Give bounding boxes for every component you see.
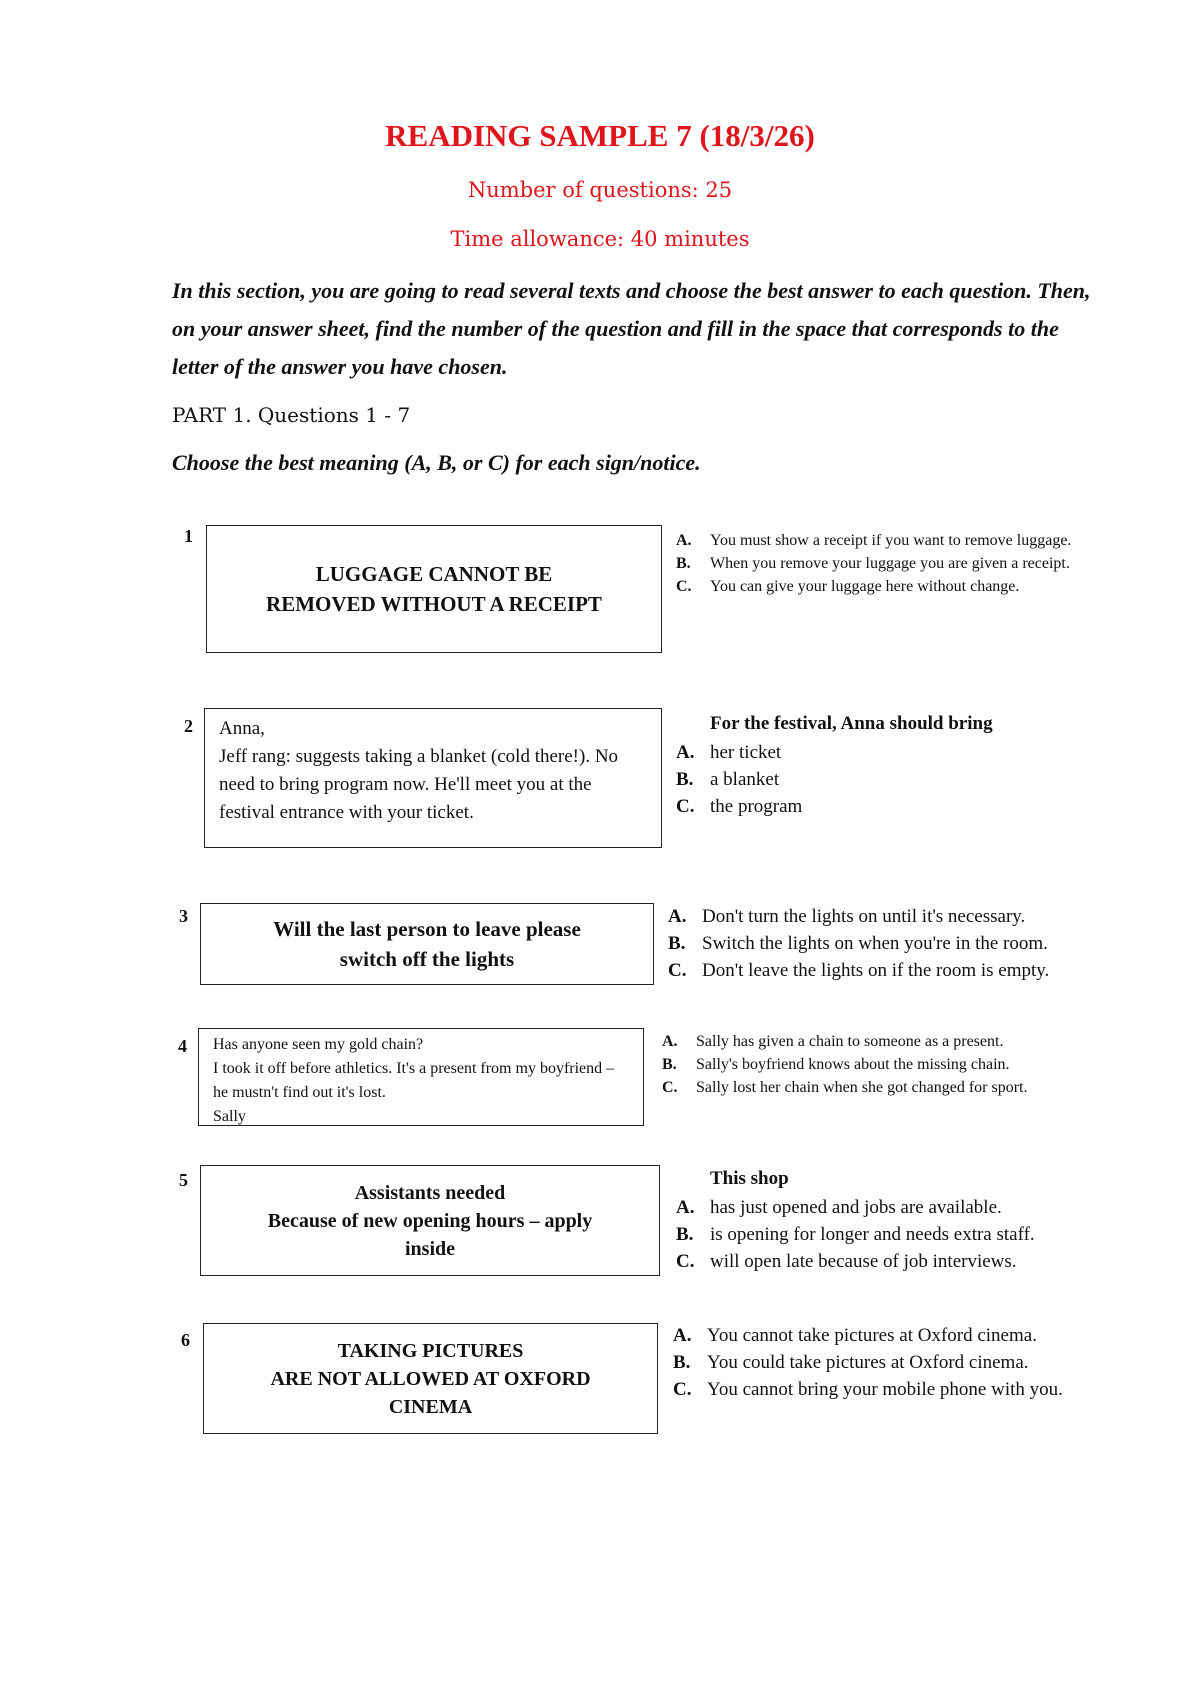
answer-options xyxy=(673,1322,1073,1403)
notice-line: Assistants needed xyxy=(354,1181,506,1204)
option-b[interactable]: B. Sally's boyfriend knows about the missing chain. xyxy=(662,1056,1010,1073)
question-count: Number of questions: 25 xyxy=(467,178,733,202)
option-c[interactable]: C. the program xyxy=(676,796,803,817)
option-b[interactable]: B. is opening for longer and needs extra staff. xyxy=(676,1224,1035,1245)
notice-line: Anna, xyxy=(219,718,265,739)
notice-line: TAKING PICTURES xyxy=(337,1339,524,1362)
question-number: 6 xyxy=(181,1330,190,1350)
notice-line: Will the last person to leave please xyxy=(273,917,581,941)
question-number: 4 xyxy=(178,1036,187,1056)
option-a[interactable]: A. has just opened and jobs are available. xyxy=(676,1197,1002,1218)
notice-line: Has anyone seen my gold chain? xyxy=(213,1036,424,1053)
option-a[interactable]: A. Sally has given a chain to someone as a present. xyxy=(662,1033,1004,1050)
notice-line: inside xyxy=(404,1237,456,1260)
notice-line: REMOVED WITHOUT A RECEIPT xyxy=(266,592,602,616)
answer-options xyxy=(668,903,1088,984)
notice-line: Because of new opening hours – apply xyxy=(267,1209,593,1232)
question-number: 3 xyxy=(179,906,188,926)
option-c[interactable]: C. Sally lost her chain when she got changed for sport. xyxy=(662,1079,1028,1096)
option-b[interactable]: B. When you remove your luggage you are given a receipt. xyxy=(676,555,1070,572)
option-c[interactable]: C. Don't leave the lights on if the room is empty. xyxy=(668,960,1050,981)
option-c[interactable]: C. You can give your luggage here without change. xyxy=(676,578,1020,595)
option-b[interactable]: B. Switch the lights on when you're in the room. xyxy=(668,933,1048,954)
notice-box xyxy=(203,1323,658,1434)
option-a[interactable]: A. You must show a receipt if you want to remove luggage. xyxy=(676,532,1072,549)
option-b[interactable]: B. You could take pictures at Oxford cinema. xyxy=(673,1352,1029,1373)
page-title: READING SAMPLE 7 (18/3/26) xyxy=(385,118,815,153)
option-a[interactable]: A. her ticket xyxy=(676,742,782,763)
notice-box xyxy=(204,708,662,848)
notice-line: LUGGAGE CANNOT BE xyxy=(315,562,553,586)
option-a[interactable]: A. Don't turn the lights on until it's necessary. xyxy=(668,906,1026,927)
answer-options xyxy=(676,529,1076,598)
option-c[interactable]: C. You cannot bring your mobile phone with you. xyxy=(673,1379,1063,1400)
instructions: In this section, you are going to read several texts and choose the best answer to each question. Then, on your answer sheet, find the number of the question and fill in the space that corresponds to the letter of the answer you have chosen. xyxy=(172,278,1091,379)
question-number: 2 xyxy=(184,716,193,736)
answer-options xyxy=(662,1030,1092,1099)
time-allowance: Time allowance: 40 minutes xyxy=(450,227,750,251)
notice-line: CINEMA xyxy=(388,1395,473,1418)
notice-line: switch off the lights xyxy=(339,947,515,971)
answer-options xyxy=(676,1165,1096,1275)
notice-line: ARE NOT ALLOWED AT OXFORD xyxy=(270,1367,591,1390)
notice-box xyxy=(200,903,654,985)
answer-options xyxy=(676,710,1076,820)
part-direction: Choose the best meaning (A, B, or C) for each sign/notice. xyxy=(172,450,701,475)
notice-box xyxy=(206,525,662,653)
option-a[interactable]: A. You cannot take pictures at Oxford cinema. xyxy=(673,1325,1037,1346)
question-lead: For the festival, Anna should bring xyxy=(710,713,993,734)
notice-line: Jeff rang: suggests taking a blanket (cold there!). No need to bring program now. He'll meet you at the festival entrance with your ticket. xyxy=(219,746,619,823)
question-number: 1 xyxy=(184,526,193,546)
notice-line: Sally xyxy=(213,1108,246,1125)
notice-box xyxy=(198,1028,644,1126)
option-b[interactable]: B. a blanket xyxy=(676,769,780,790)
notice-box xyxy=(200,1165,660,1276)
question-number: 5 xyxy=(179,1170,188,1190)
notice-line: I took it off before athletics. It's a present from my boyfriend – he mustn't find out it's lost. xyxy=(213,1060,615,1101)
question-lead: This shop xyxy=(710,1168,789,1189)
option-c[interactable]: C. will open late because of job interviews. xyxy=(676,1251,1017,1272)
part-title: PART 1. Questions 1 - 7 xyxy=(172,403,411,427)
